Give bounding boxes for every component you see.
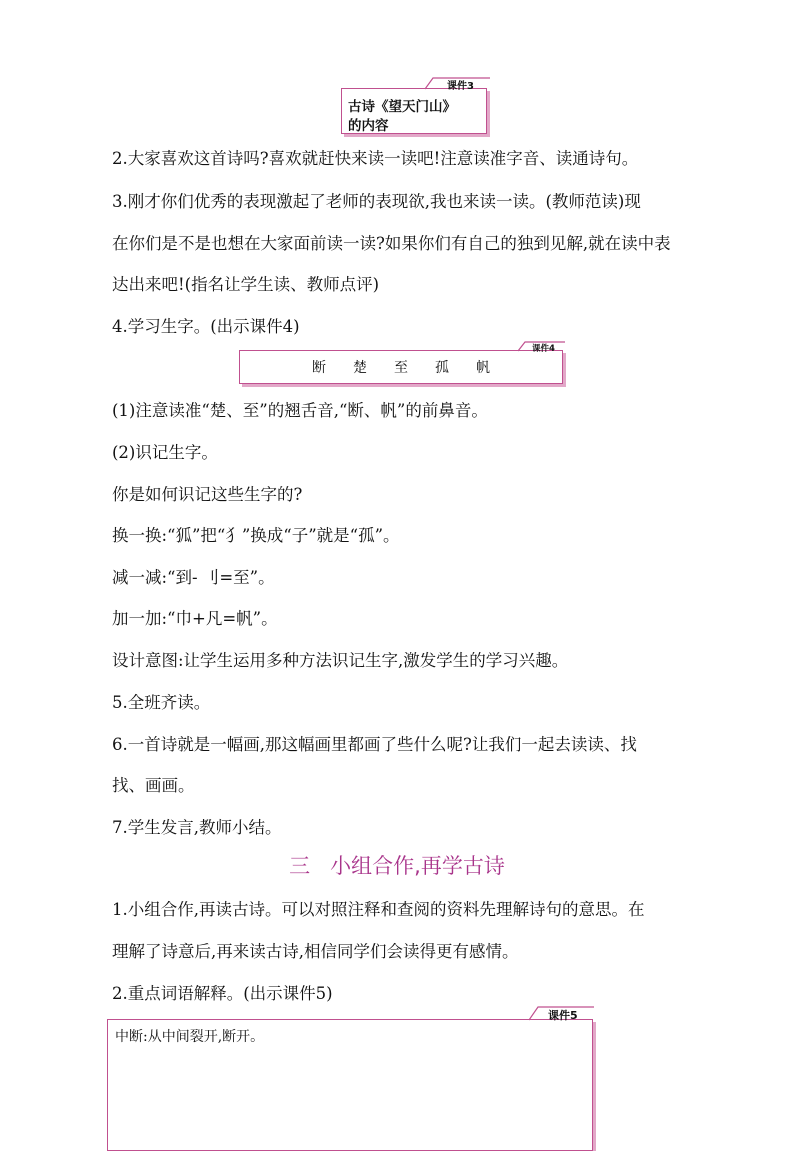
courseware-5-tag: 课件5 xyxy=(548,1009,578,1022)
paragraph-3-line1: 3.刚才你们优秀的表现激起了老师的表现欲,我也来读一读。(教师范读)现 xyxy=(112,192,641,211)
section-heading: 三 小组合作,再学古诗 xyxy=(289,854,505,878)
courseware-5-line1: 中断:从中间裂开,断开。 xyxy=(115,1029,265,1045)
courseware-4-chars xyxy=(312,357,496,377)
step-2: (2)识记生字。 xyxy=(112,443,218,462)
char-chu: 楚 xyxy=(353,360,367,376)
paragraph-6-line2: 找、画画。 xyxy=(112,776,195,795)
group-1-line1: 1.小组合作,再读古诗。可以对照注释和查阅的资料先理解诗句的意思。在 xyxy=(112,900,645,919)
char-fan: 帆 xyxy=(476,360,490,376)
method-swap: 换一换:“狐”把“犭”换成“子”就是“孤”。 xyxy=(112,526,400,545)
paragraph-3-line3: 达出来吧!(指名让学生读、教师点评) xyxy=(112,275,380,294)
char-zhi: 至 xyxy=(394,360,408,376)
paragraph-6-line1: 6.一首诗就是一幅画,那这幅画里都画了些什么呢?让我们一起去读读、找 xyxy=(112,735,637,754)
courseware-4-tag: 课件4 xyxy=(532,344,555,354)
paragraph-5: 5.全班齐读。 xyxy=(112,693,211,712)
paragraph-2: 2.大家喜欢这首诗吗?喜欢就赶快来读一读吧!注意读准字音、读通诗句。 xyxy=(112,149,639,168)
group-1-line2: 理解了诗意后,再来读古诗,相信同学们会读得更有感情。 xyxy=(112,942,519,961)
design-intent: 设计意图:让学生运用多种方法识记生字,激发学生的学习兴趣。 xyxy=(112,651,569,670)
courseware-3-line2: 的内容 xyxy=(348,118,389,134)
step-1: (1)注意读准“楚、至”的翘舌音,“断、帆”的前鼻音。 xyxy=(112,401,488,420)
question: 你是如何识记这些生字的? xyxy=(112,485,303,504)
method-add: 加一加:“巾+凡=帆”。 xyxy=(112,609,278,628)
group-2: 2.重点词语解释。(出示课件5) xyxy=(112,984,333,1003)
paragraph-3-line2: 在你们是不是也想在大家面前读一读?如果你们有自己的独到见解,就在读中表 xyxy=(112,234,671,253)
paragraph-7: 7.学生发言,教师小结。 xyxy=(112,818,282,837)
paragraph-4: 4.学习生字。(出示课件4) xyxy=(112,317,300,336)
char-gu: 孤 xyxy=(435,360,449,376)
courseware-3-line1: 古诗《望天门山》 xyxy=(348,99,456,115)
char-duan: 断 xyxy=(312,360,326,376)
method-subtract: 减一减:“到- 刂=至”。 xyxy=(112,568,275,587)
courseware-3-tag: 课件3 xyxy=(447,81,474,92)
